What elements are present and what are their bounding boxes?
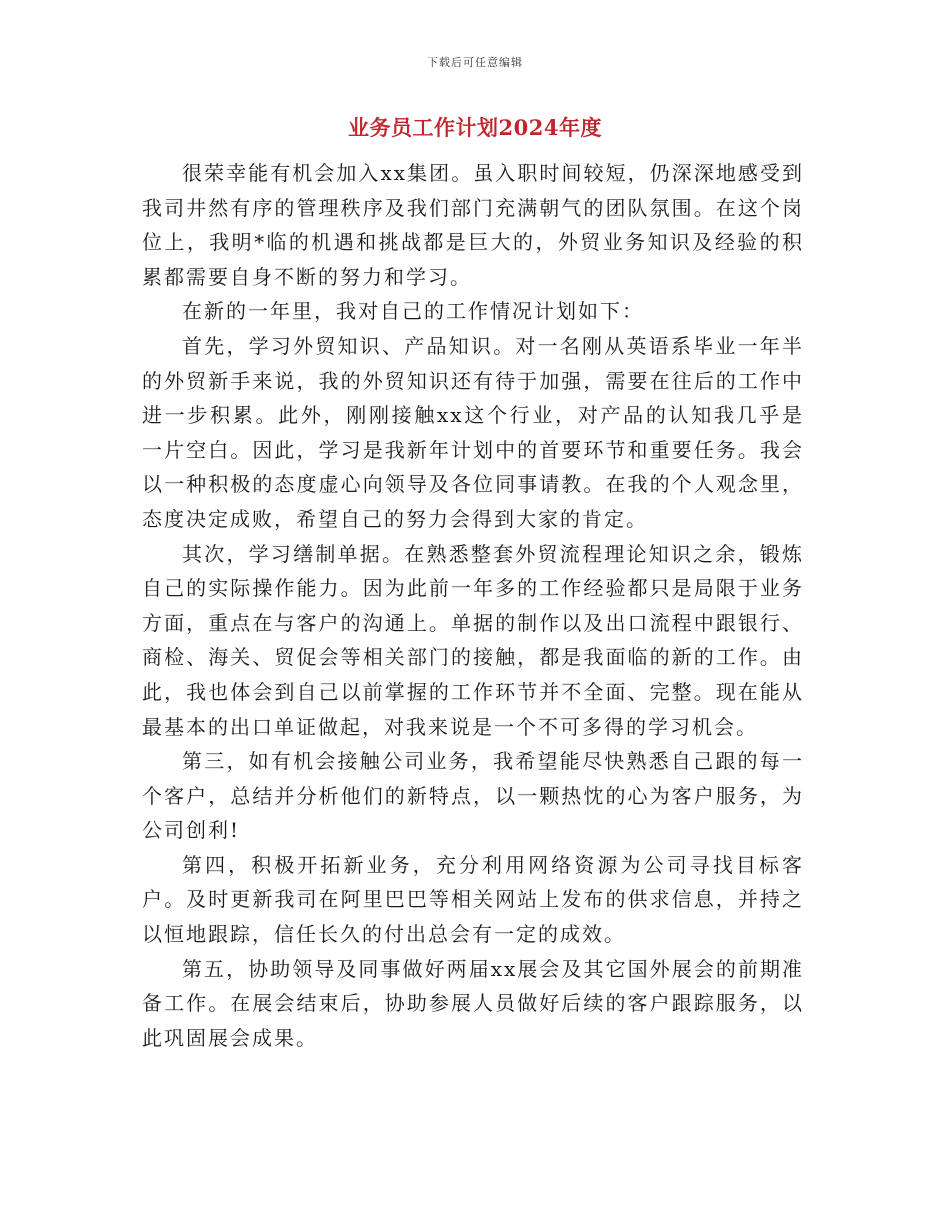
document-title: 业务员工作计划2024年度 [348,115,602,140]
paragraph-plan-lead: 在新的一年里，我对自己的工作情况计划如下： [182,299,644,324]
header-note: 下载后可任意编辑 [427,56,523,69]
document-body [142,156,804,1055]
paragraph-third: 第三，如有机会接触公司业务，我希望能尽快熟悉自己跟的每一个客户，总结并分析他们的新特点，以一颗热忱的心为客户服务，为公司创利! [142,749,804,843]
paragraph-fifth: 第五，协助领导及同事做好两届xx展会及其它国外展会的前期准备工作。在展会结束后，协助参展人员做好后续的客户跟踪服务，以此巩固展会成果。 [142,956,804,1050]
paragraph-first: 首先，学习外贸知识、产品知识。对一名刚从英语系毕业一年半的外贸新手来说，我的外贸知识还有待于加强，需要在往后的工作中进一步积累。此外，刚刚接触xx这个行业，对产品的认知我几乎是一片空白。因此，学习是我新年计划中的首要环节和重要任务。我会以一种积极的态度虚心向领导及各位同事请教。在我的个人观念里，态度决定成败，希望自己的努力会得到大家的肯定。 [142,333,804,531]
paragraph-fourth: 第四，积极开拓新业务，充分利用网络资源为公司寻找目标客户。及时更新我司在阿里巴巴等相关网站上发布的供求信息，并持之以恒地跟踪，信任长久的付出总会有一定的成效。 [142,852,804,947]
paragraph-second: 其次，学习缮制单据。在熟悉整套外贸流程理论知识之余，锻炼自己的实际操作能力。因为此前一年多的工作经验都只是局限于业务方面，重点在与客户的沟通上。单据的制作以及出口流程中跟银行、商检、海关、贸促会等相关部门的接触，都是我面临的新的工作。由此，我也体会到自己以前掌握的工作环节并不全面、完整。现在能从最基本的出口单证做起，对我来说是一个不可多得的学习机会。 [142,541,804,739]
paragraph-intro: 很荣幸能有机会加入xx集团。虽入职时间较短，仍深深地感受到我司井然有序的管理秩序及我们部门充满朝气的团队氛围。在这个岗位上，我明*临的机遇和挑战都是巨大的，外贸业务知识及经验的积累都需要自身不断的努力和学习。 [142,161,804,289]
